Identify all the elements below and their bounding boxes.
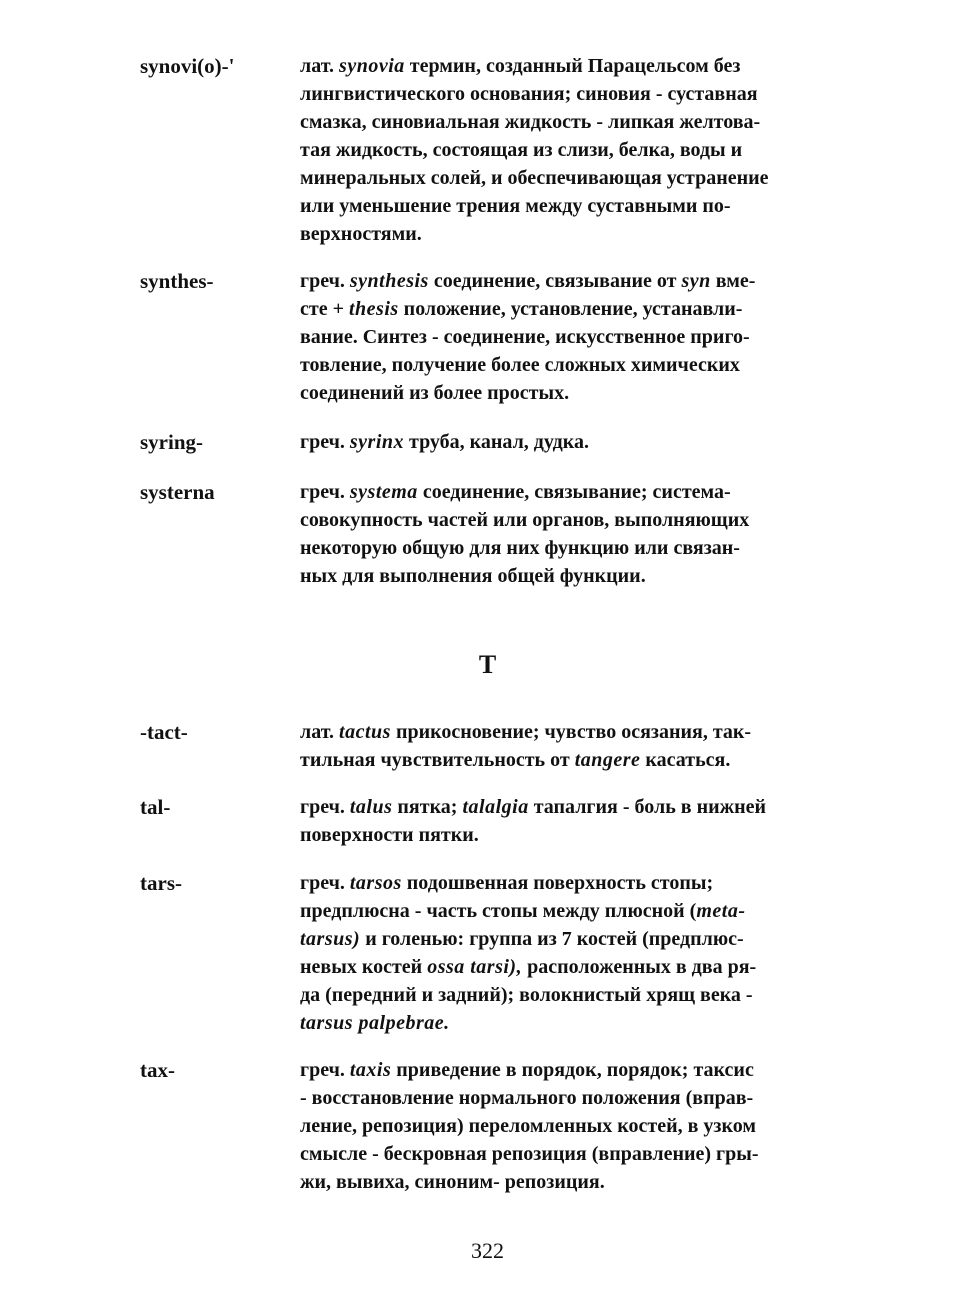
definition-line xyxy=(300,192,840,220)
definition-text: греч. xyxy=(300,1059,350,1081)
entry-term: tal- xyxy=(140,795,171,819)
definition-text: лат. xyxy=(300,721,340,743)
definition-line xyxy=(300,1056,840,1084)
definition-text: - восстановление нормального положения (вправ- xyxy=(300,1087,754,1109)
entry-term: syring- xyxy=(140,430,203,454)
definition-line xyxy=(300,897,840,925)
definition-text: касаться. xyxy=(640,749,731,771)
entry-term: tars- xyxy=(140,871,182,895)
definition-text: жи, вывиха, синоним- репозиция. xyxy=(300,1171,605,1193)
definition-line xyxy=(300,1168,840,1196)
foreign-term: tarsus) xyxy=(300,928,361,950)
foreign-term: systema xyxy=(349,481,418,503)
page-number: 322 xyxy=(471,1238,504,1263)
definition-text: минеральных солей, и обеспечивающая устранение xyxy=(300,167,769,189)
definition-line xyxy=(300,718,840,746)
definition-line xyxy=(300,1084,840,1112)
definition-line xyxy=(300,562,840,590)
foreign-term: synthesis xyxy=(349,270,429,292)
definition-text: тая жидкость, состоящая из слизи, белка, воды и xyxy=(300,139,743,161)
definition-text: да (передний и задний); волокнистый хрящ века - xyxy=(300,984,753,1006)
definition-line xyxy=(300,164,840,192)
definition-text: смысле - бескровная репозиция (вправление) гры- xyxy=(300,1143,759,1165)
definition-text: расположенных в два ря- xyxy=(522,956,757,978)
definition-text: поверхности пятки. xyxy=(300,824,479,846)
definition-line xyxy=(300,1112,840,1140)
foreign-term: meta- xyxy=(696,900,746,922)
definition-line xyxy=(300,534,840,562)
definition-line xyxy=(300,478,840,506)
definition-line xyxy=(300,136,840,164)
definition-text: невых костей xyxy=(300,956,428,978)
foreign-term: tarsos xyxy=(349,872,402,894)
definition-text: прикосновение; чувство осязания, так- xyxy=(390,721,752,743)
entry-definition xyxy=(300,52,840,248)
definition-text: труба, канал, дудка. xyxy=(404,431,589,453)
definition-line xyxy=(300,108,840,136)
definition-text: соединений из более простых. xyxy=(300,382,570,404)
definition-text: совокупность частей или органов, выполняющих xyxy=(300,509,750,531)
definition-line xyxy=(300,1140,840,1168)
definition-line xyxy=(300,506,840,534)
definition-line xyxy=(300,80,840,108)
definition-line xyxy=(300,428,840,456)
foreign-term: synovia xyxy=(339,55,405,77)
foreign-term: taxis xyxy=(349,1059,392,1081)
definition-text: сте + xyxy=(300,298,349,320)
foreign-term: tarsus palpebrae. xyxy=(300,1012,450,1034)
definition-text: или уменьшение трения между суставными по- xyxy=(300,195,731,217)
definition-line xyxy=(300,52,840,80)
definition-text: термин, созданный Парацельсом без xyxy=(404,55,741,77)
definition-text: греч. xyxy=(300,872,350,894)
definition-text: тильная чувствительность от xyxy=(300,749,575,771)
entry-term: synthes- xyxy=(140,269,214,293)
definition-line xyxy=(300,953,840,981)
definition-text: греч. xyxy=(300,270,350,292)
section-letter-heading: Т xyxy=(478,650,497,679)
definition-text: соединение, связывание от xyxy=(428,270,682,292)
definition-text: пятка; xyxy=(392,796,463,818)
definition-text: товление, получение более сложных химических xyxy=(300,354,740,376)
foreign-term: syrinx xyxy=(349,431,404,453)
entry-definition xyxy=(300,267,840,407)
definition-text: ных для выполнения общей функции. xyxy=(300,565,646,587)
definition-line xyxy=(300,869,840,897)
entry-definition xyxy=(300,718,840,774)
definition-line xyxy=(300,267,840,295)
foreign-term: tactus xyxy=(339,721,391,743)
definition-line xyxy=(300,379,840,407)
definition-line xyxy=(300,981,840,1009)
definition-text: лат. xyxy=(300,55,340,77)
definition-text: и голенью: группа из 7 костей (предплюс- xyxy=(360,928,744,950)
definition-text: вание. Синтез - соединение, искусственное приго- xyxy=(300,326,750,348)
foreign-term: talus xyxy=(349,796,393,818)
entry-definition xyxy=(300,478,840,590)
definition-line xyxy=(300,925,840,953)
entry-definition xyxy=(300,1056,840,1196)
definition-text: соединение, связывание; система- xyxy=(417,481,731,503)
entry-definition xyxy=(300,793,840,849)
definition-line xyxy=(300,793,840,821)
definition-text: смазка, синовиальная жидкость - липкая желтова- xyxy=(300,111,761,133)
definition-text: подошвенная поверхность стопы; xyxy=(401,872,714,894)
definition-line xyxy=(300,1009,840,1037)
definition-line xyxy=(300,220,840,248)
definition-text: положение, установление, устанавли- xyxy=(398,298,743,320)
foreign-term: tangere xyxy=(574,749,641,771)
definition-text: тапалгия - боль в нижней xyxy=(528,796,767,818)
definition-text: некоторую общую для них функцию или связан- xyxy=(300,537,740,559)
definition-text: греч. xyxy=(300,796,350,818)
definition-text: ление, репозиция) переломленных костей, в узком xyxy=(300,1115,756,1137)
definition-line xyxy=(300,821,840,849)
definition-text: лингвистического основания; синовия - суставная xyxy=(300,83,758,105)
definition-line xyxy=(300,295,840,323)
definition-text: верхностями. xyxy=(300,223,422,245)
foreign-term: syn xyxy=(681,270,711,292)
definition-text: греч. xyxy=(300,481,350,503)
entry-term: systerna xyxy=(140,480,215,504)
foreign-term: talalgia xyxy=(462,796,529,818)
entry-term: -tact- xyxy=(140,720,188,744)
definition-line xyxy=(300,323,840,351)
definition-text: вме- xyxy=(710,270,756,292)
definition-text: приведение в порядок, порядок; таксис xyxy=(391,1059,754,1081)
definition-text: греч. xyxy=(300,431,350,453)
definition-text: предплюсна - часть стопы между плюсной ( xyxy=(300,900,697,922)
entry-term: tax- xyxy=(140,1058,175,1082)
entry-definition xyxy=(300,869,840,1037)
definition-line xyxy=(300,746,840,774)
entry-term: synovi(o)-' xyxy=(140,54,235,78)
foreign-term: thesis xyxy=(348,298,399,320)
entry-definition xyxy=(300,428,840,456)
definition-line xyxy=(300,351,840,379)
foreign-term: ossa tarsi), xyxy=(427,956,523,978)
